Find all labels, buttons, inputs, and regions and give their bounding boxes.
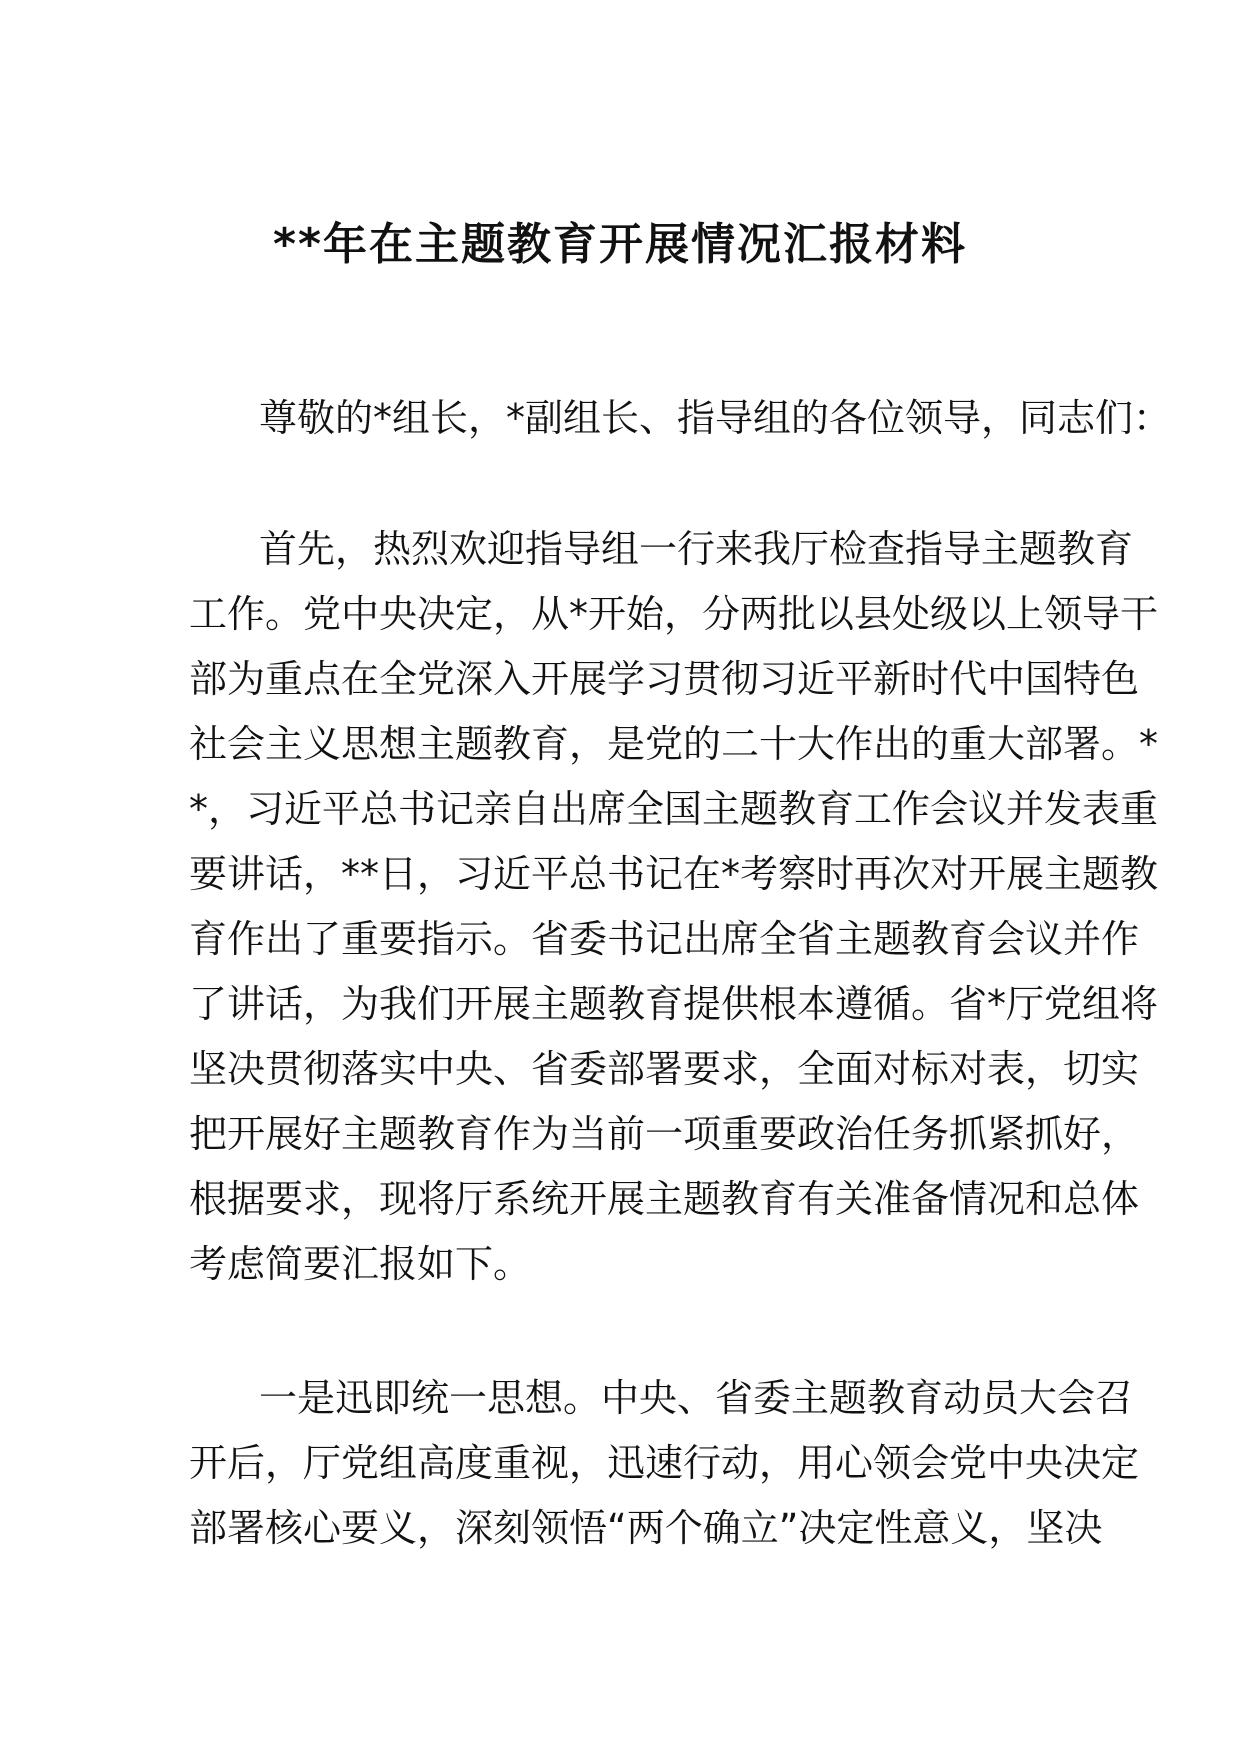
paragraph-line: 首先，热烈欢迎指导组一行来我厅检查指导主题教育	[259, 527, 1134, 571]
paragraph-line: 开后，厅党组高度重视，迅速行动，用心领会党中央决定	[189, 1441, 1140, 1485]
paragraph-line: 育作出了重要指示。省委书记出席全省主题教育会议并作	[189, 917, 1140, 961]
paragraph-line: *，习近平总书记亲自出席全国主题教育工作会议并发表重	[189, 787, 1159, 831]
paragraph-line: 要讲话，**日，习近平总书记在*考察时再次对开展主题教	[189, 852, 1159, 896]
paragraph-line: 把开展好主题教育作为当前一项重要政治任务抓紧抓好，	[189, 1112, 1140, 1156]
document-title: **年在主题教育开展情况汇报材料	[272, 219, 968, 270]
paragraph-line: 根据要求，现将厅系统开展主题教育有关准备情况和总体	[189, 1177, 1140, 1221]
paragraph-line: 部署核心要义，深刻领悟“两个确立”决定性意义，坚决	[189, 1506, 1103, 1550]
paragraph-line: 考虑简要汇报如下。	[189, 1242, 532, 1286]
greeting: 尊敬的*组长，*副组长、指导组的各位领导，同志们：	[259, 396, 1172, 440]
paragraph-line: 坚决贯彻落实中央、省委部署要求，全面对标对表，切实	[189, 1047, 1140, 1091]
paragraph-line: 一是迅即统一思想。中央、省委主题教育动员大会召	[259, 1376, 1134, 1420]
paragraph-line: 部为重点在全党深入开展学习贯彻习近平新时代中国特色	[189, 657, 1140, 701]
paragraph-line: 了讲话，为我们开展主题教育提供根本遵循。省*厅党组将	[189, 982, 1159, 1026]
paragraph-line: 社会主义思想主题教育，是党的二十大作出的重大部署。*	[189, 722, 1159, 766]
paragraph-line: 工作。党中央决定，从*开始，分两批以县处级以上领导干	[189, 592, 1159, 636]
